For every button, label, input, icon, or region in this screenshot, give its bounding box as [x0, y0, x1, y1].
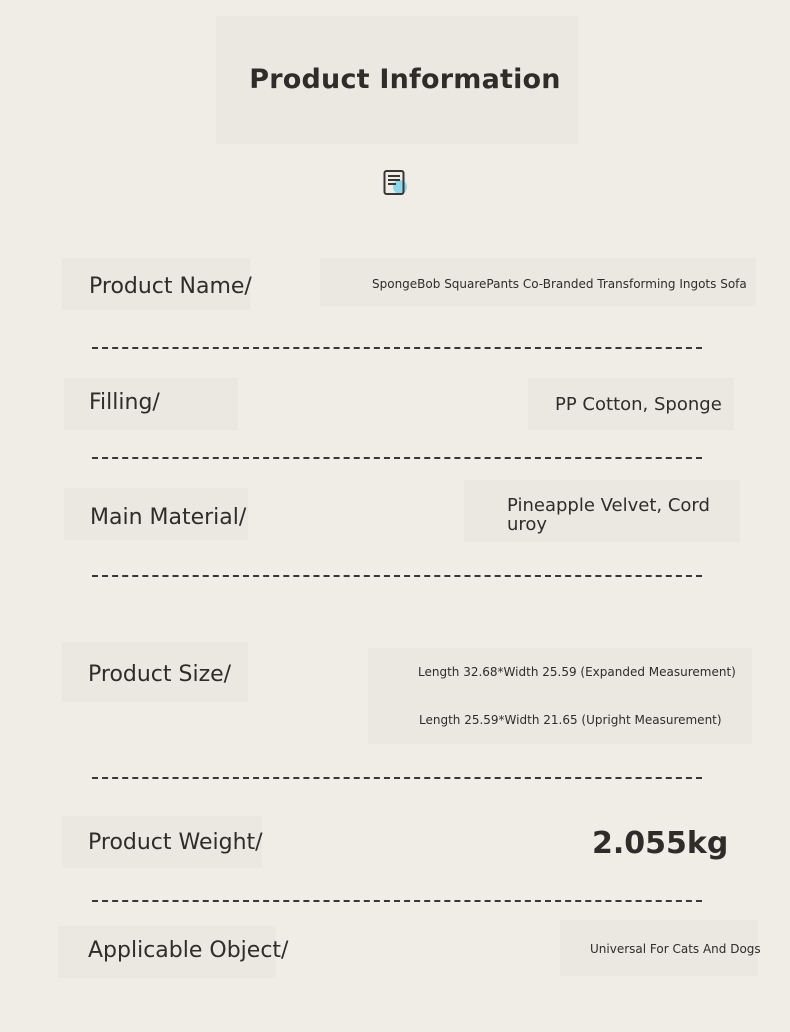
page-title: Product Information — [249, 64, 561, 95]
filling-value: PP Cotton, Sponge — [555, 394, 722, 415]
product-weight-value: 2.055kg — [592, 826, 729, 861]
product-size-label: Product Size/ — [88, 662, 232, 687]
main-material-label: Main Material/ — [90, 505, 247, 530]
divider — [92, 575, 702, 577]
document-icon — [382, 169, 410, 197]
product-weight-label: Product Weight/ — [88, 830, 263, 855]
filling-label: Filling/ — [89, 390, 160, 415]
product-size-value-line1: Length 32.68*Width 25.59 (Expanded Measurement) — [418, 665, 736, 679]
applicable-object-value: Universal For Cats And Dogs — [590, 942, 761, 956]
divider — [92, 347, 702, 349]
row-product-size-value-panel — [368, 648, 752, 744]
applicable-object-label: Applicable Object/ — [88, 938, 289, 963]
product-name-label: Product Name/ — [89, 274, 252, 299]
divider — [92, 457, 702, 459]
product-size-value-line2: Length 25.59*Width 21.65 (Upright Measurement) — [419, 713, 722, 727]
main-material-value-line2: uroy — [507, 514, 548, 535]
divider — [92, 900, 702, 902]
product-name-value: SpongeBob SquarePants Co-Branded Transforming Ingots Sofa — [372, 277, 747, 291]
divider — [92, 777, 702, 779]
main-material-value-line1: Pineapple Velvet, Cord — [507, 495, 710, 516]
